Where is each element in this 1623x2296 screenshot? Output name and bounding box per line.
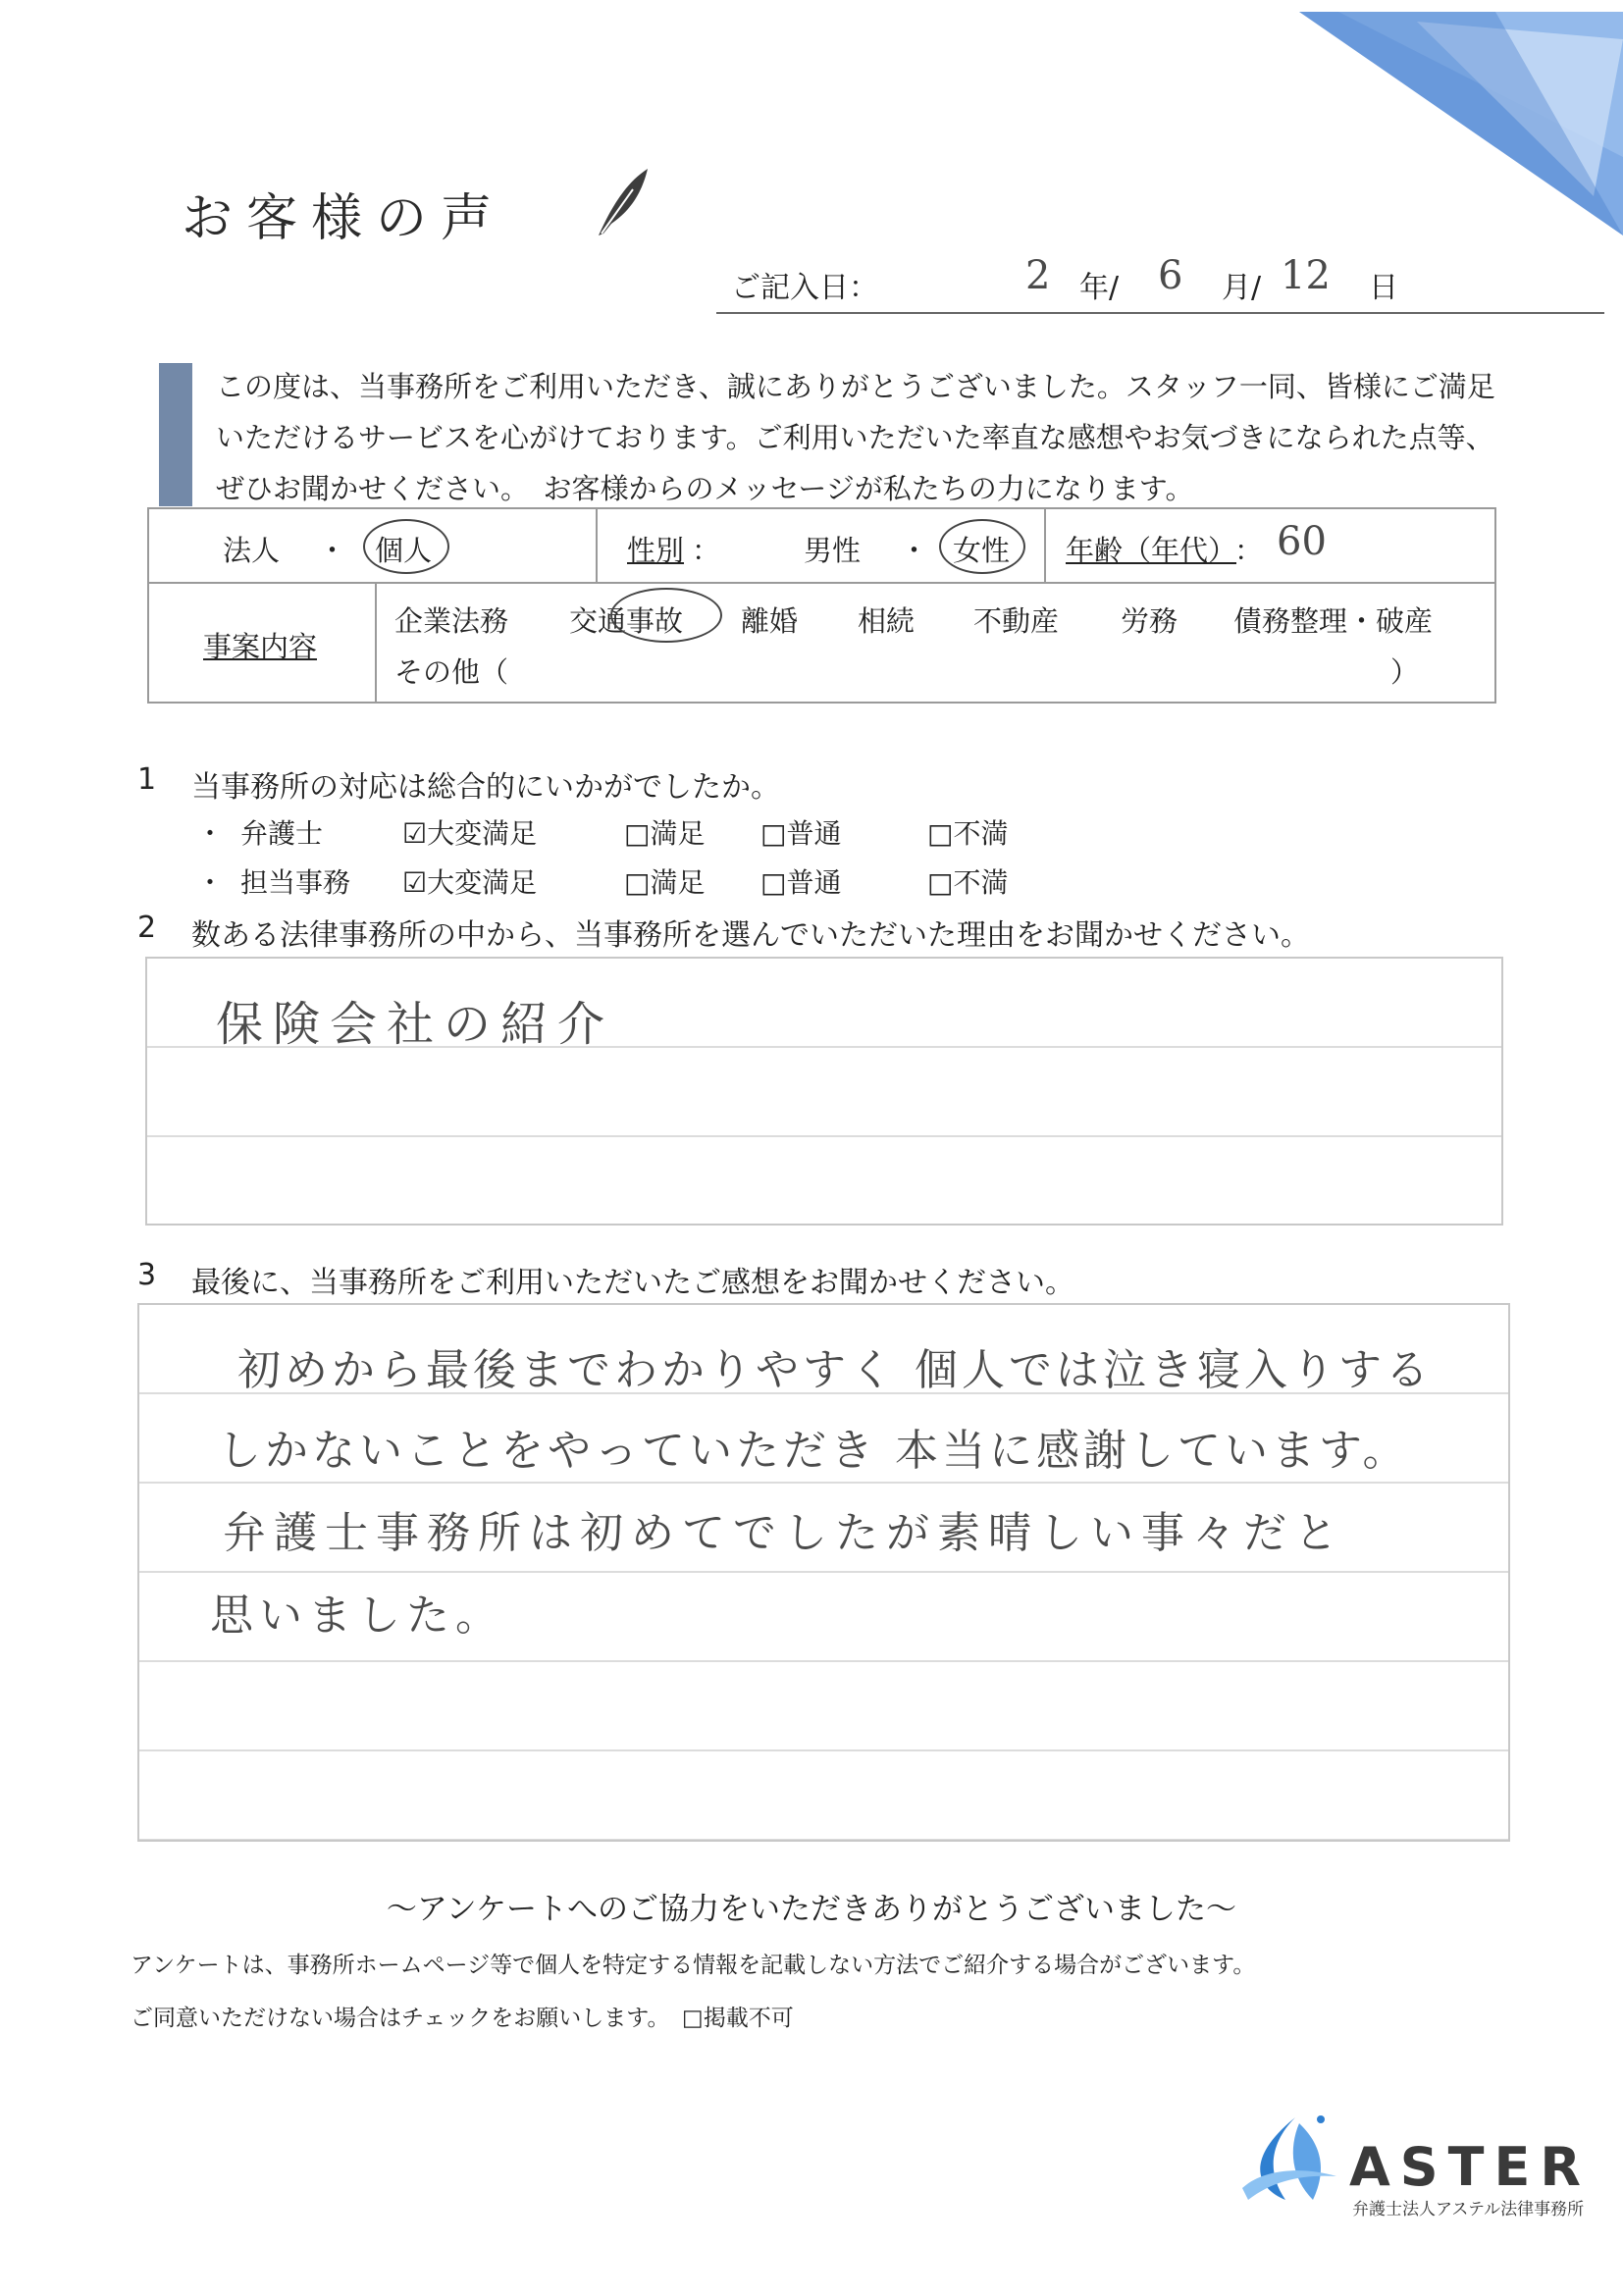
q2-number: 2 <box>137 911 157 945</box>
case-label: 事案内容 <box>203 630 318 663</box>
date-day-unit: 日 <box>1369 271 1398 305</box>
q3-number: 3 <box>137 1258 157 1292</box>
corner-decoration <box>1299 0 1623 235</box>
no-publish-checkbox[interactable]: □掲載不可 <box>682 2006 794 2031</box>
intro-line: この度は、当事務所をご利用いただき、誠にありがとうございました。スタッフ一同、皆様にご満足 <box>216 370 1495 403</box>
age-colon: ： <box>1234 534 1264 567</box>
case-item: 債務整理・破産 <box>1233 604 1434 638</box>
aster-logo-icon <box>1234 2110 1342 2208</box>
date-year-unit: 年/ <box>1079 271 1120 305</box>
gender-label: 性別 <box>627 534 685 567</box>
case-item: 企業法務 <box>394 604 509 638</box>
q2-text: 数ある法律事務所の中から、当事務所を選んでいただいた理由をお聞かせください。 <box>191 918 1310 953</box>
q1-bullet: ・ <box>196 817 225 850</box>
q3-answer-line: しかないことをやっていただき 本当に感謝しています。 <box>218 1426 1410 1476</box>
consent-note: ご同意いただけない場合はチェックをお願いします。 <box>131 2006 670 2031</box>
age-value: 60 <box>1277 519 1327 564</box>
q1-row-label-lawyer: 弁護士 <box>240 817 324 850</box>
selection-circle <box>610 588 722 643</box>
q2-answer-box <box>145 957 1503 1226</box>
logo-wordmark: ASTER <box>1349 2136 1591 2198</box>
q1-bullet: ・ <box>196 866 225 899</box>
q1-option[interactable]: □満足 <box>624 817 706 850</box>
case-other-close: ） <box>1390 655 1420 689</box>
date-month-value: 6 <box>1158 253 1183 298</box>
client-type-individual: 個人 <box>375 534 433 567</box>
q3-answer-line: 弁護士事務所は初めてでしたが素晴しい事々だと <box>223 1508 1345 1558</box>
selection-circle <box>939 519 1025 574</box>
q1-row-label-staff: 担当事務 <box>240 866 351 899</box>
date-label: ご記入日： <box>731 271 878 305</box>
gender-female: 女性 <box>953 534 1011 567</box>
intro-text <box>216 361 1531 514</box>
logo-subtitle: 弁護士法人アステル法律事務所 <box>1352 2200 1585 2219</box>
date-month-unit: 月/ <box>1222 271 1262 305</box>
date-underline <box>716 312 1604 314</box>
q1-option[interactable]: □不満 <box>927 817 1009 850</box>
q2-answer-handwriting: 保険会社の紹介 <box>216 997 615 1052</box>
client-type-corporate: 法人 <box>223 534 281 567</box>
selection-circle <box>363 519 449 574</box>
q1-option[interactable]: ☑大変満足 <box>402 866 538 899</box>
q1-option[interactable]: □普通 <box>760 817 842 850</box>
publication-note: アンケートは、事務所ホームページ等で個人を特定する情報を記載しない方法でご紹介する場合がございます。 <box>131 1953 1256 1978</box>
case-item: 交通事故 <box>569 604 684 638</box>
gender-cell <box>597 508 1045 583</box>
date-day-value: 12 <box>1281 253 1331 298</box>
q1-number: 1 <box>137 762 157 797</box>
case-label-cell <box>149 584 377 702</box>
date-year-value: 2 <box>1025 253 1051 298</box>
profile-table <box>147 507 1496 704</box>
quill-icon <box>594 165 653 238</box>
separator-dot: ・ <box>318 534 347 567</box>
age-cell <box>1045 508 1495 583</box>
intro-line: ぜひお聞かせください。 お客様からのメッセージが私たちの力になります。 <box>216 472 1194 505</box>
q1-option[interactable]: □満足 <box>624 866 706 899</box>
q1-option[interactable]: ☑大変満足 <box>402 817 538 850</box>
q1-option[interactable]: □不満 <box>927 866 1009 899</box>
case-item: 労務 <box>1121 604 1178 638</box>
q1-text: 当事務所の対応は総合的にいかがでしたか。 <box>191 770 780 805</box>
intro-accent-bar <box>159 363 192 506</box>
q3-answer-line: 初めから最後までわかりやすく 個人では泣き寝入りする <box>237 1345 1433 1395</box>
case-item: 離婚 <box>741 604 799 638</box>
page-title: お客様の声 <box>182 189 506 248</box>
case-other-label: その他（ <box>394 655 509 689</box>
q1-option[interactable]: □普通 <box>760 866 842 899</box>
case-item: 相続 <box>858 604 916 638</box>
case-row <box>148 583 1495 703</box>
separator-dot: ・ <box>900 534 929 567</box>
gender-colon: ： <box>692 534 721 567</box>
intro-line: いただけるサービスを心がけております。ご利用いただいた率直な感想やお気づきになられた点等、 <box>216 421 1494 454</box>
age-label: 年齢（年代） <box>1066 534 1237 567</box>
q3-text: 最後に、当事務所をご利用いただいたご感想をお聞かせください。 <box>191 1266 1074 1300</box>
q3-answer-line: 思いました。 <box>210 1591 504 1641</box>
thanks-message: ～アンケートへのご協力をいただきありがとうございました～ <box>386 1892 1237 1927</box>
q3-answer-box <box>137 1303 1510 1842</box>
client-type-cell <box>148 508 597 583</box>
gender-male: 男性 <box>804 534 862 567</box>
case-item: 不動産 <box>973 604 1060 638</box>
